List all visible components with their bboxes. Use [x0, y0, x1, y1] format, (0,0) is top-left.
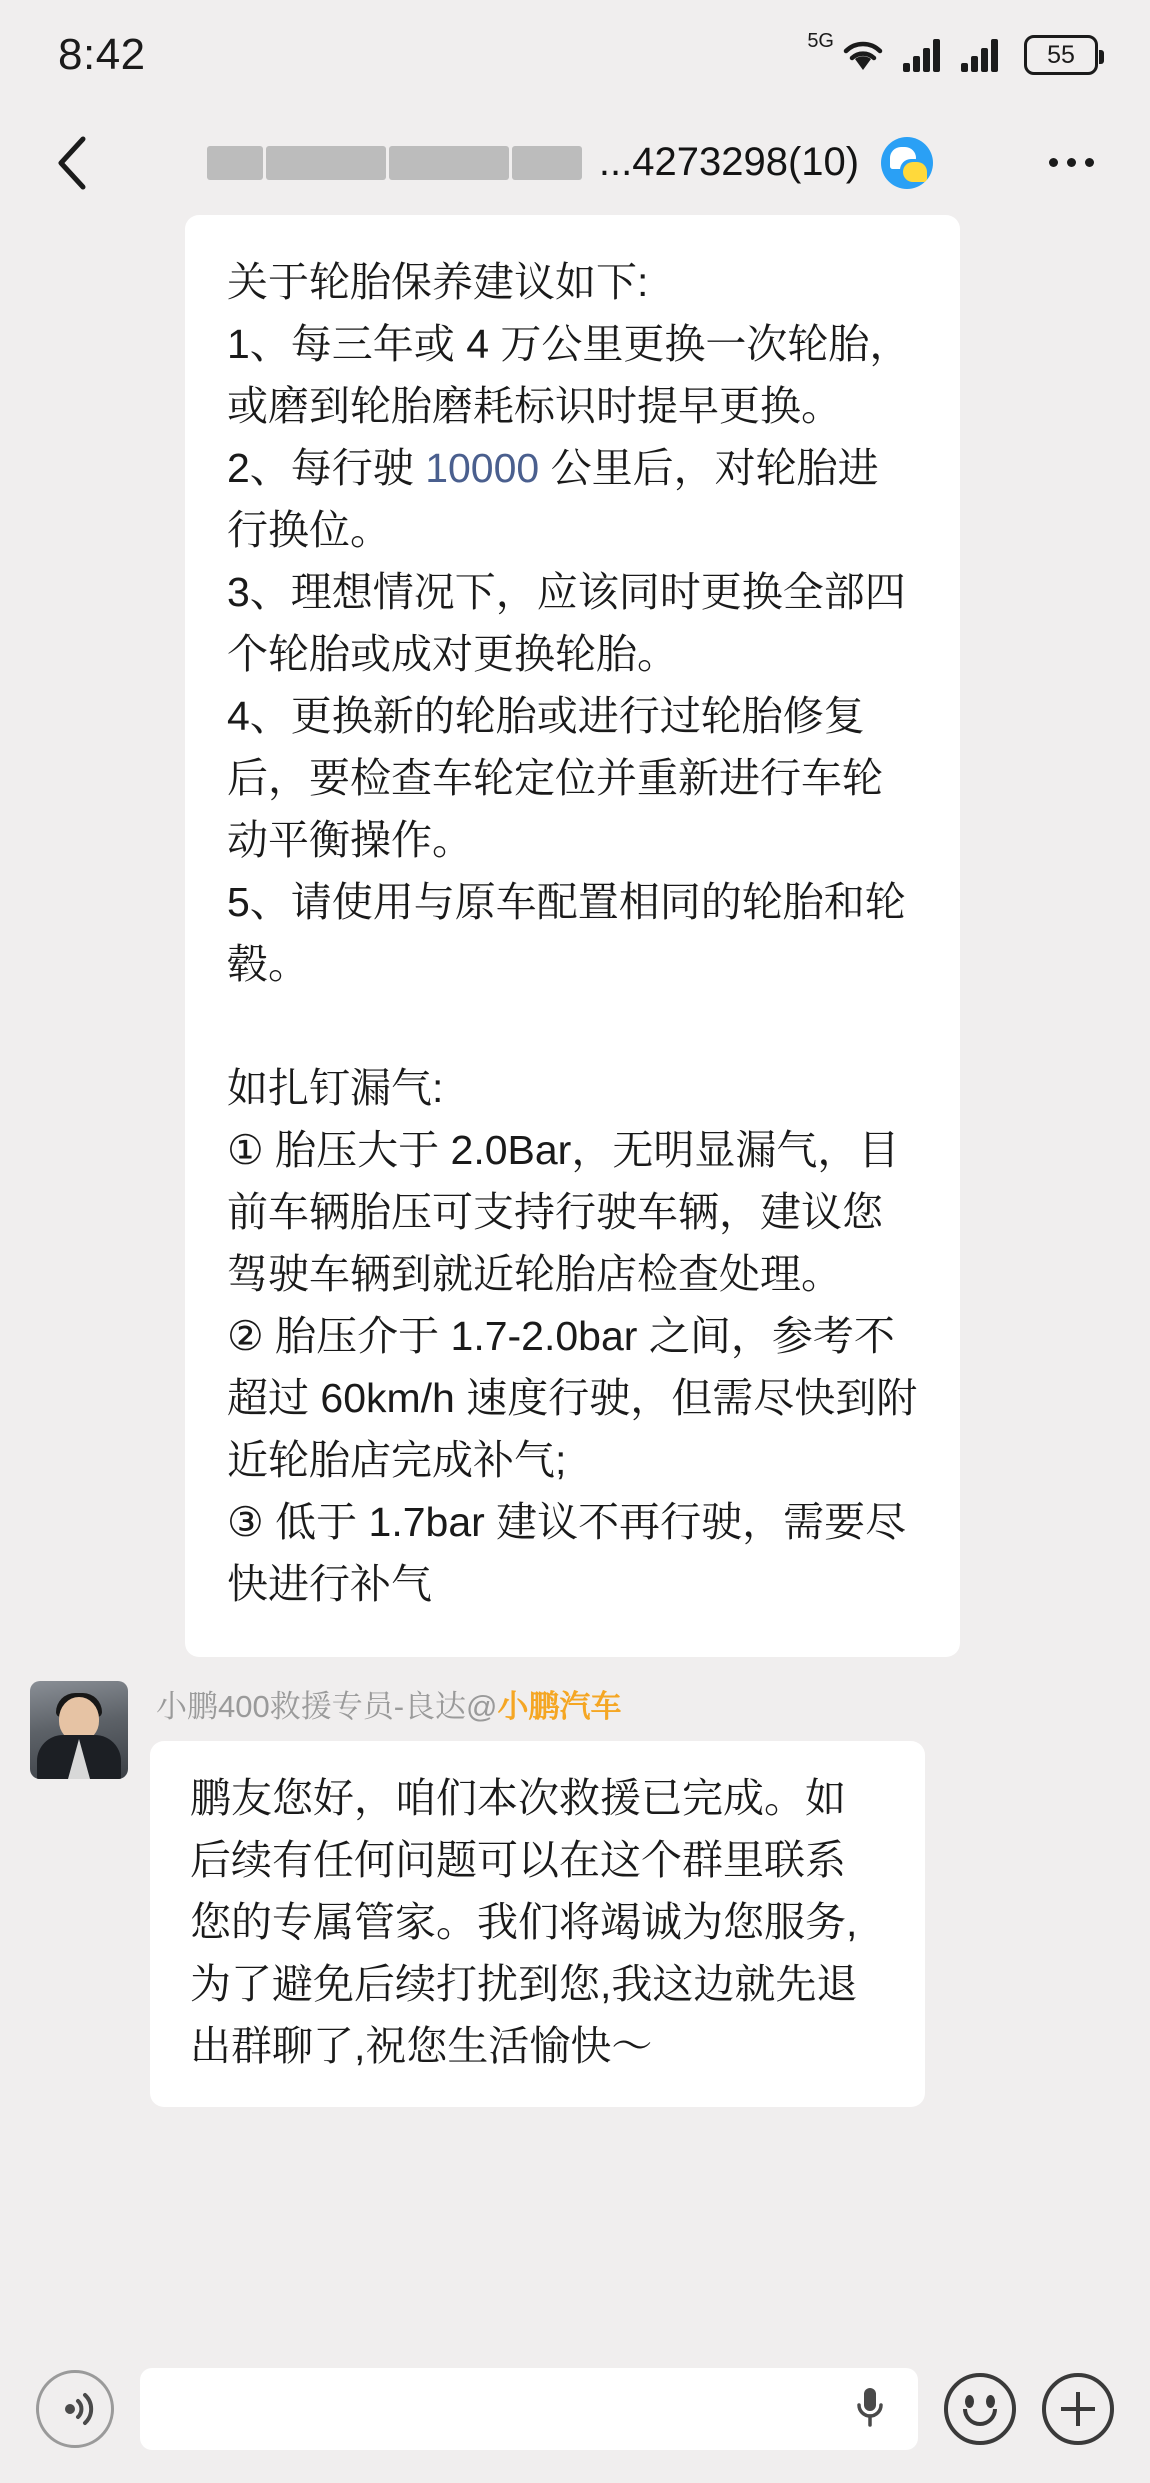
message-bubble-tire-advice[interactable] [185, 215, 960, 1657]
message-line: 如扎钉漏气: [227, 1065, 444, 1111]
battery-level: 55 [1047, 40, 1075, 69]
network-type-label: 5G [807, 29, 834, 52]
emoji-eye [986, 2395, 995, 2408]
signal-icon [902, 37, 944, 73]
message-line: ① 胎压大于 2.0Bar，无明显漏气，目前车辆胎压可支持行驶车辆，建议您驾驶车辆到就近轮胎店检查处理。 [227, 1127, 900, 1297]
message-column [150, 1681, 925, 2107]
emoji-button[interactable] [944, 2373, 1016, 2445]
more-options-button[interactable] [1036, 131, 1106, 195]
message-input[interactable] [140, 2368, 918, 2450]
chevron-left-icon [55, 135, 89, 191]
message-line: 5、请使用与原车配置相同的轮胎和轮毂。 [227, 879, 906, 987]
signal-icon-2 [960, 37, 1002, 73]
more-dot [1067, 158, 1076, 167]
add-button[interactable] [1042, 2373, 1114, 2445]
message-line: 4、更换新的轮胎或进行过轮胎修复后，要检查车轮定位并重新进行车轮动平衡操作。 [227, 693, 883, 863]
message-line: 关于轮胎保养建议如下: [227, 259, 649, 305]
status-time: 8:42 [58, 30, 146, 79]
group-chat-icon[interactable] [881, 137, 933, 189]
battery-icon [1024, 35, 1098, 75]
emoji-eye [965, 2395, 974, 2408]
voice-input-button[interactable] [36, 2370, 114, 2448]
highlighted-number: 10000 [425, 445, 540, 491]
message-line: 1、每三年或 4 万公里更换一次轮胎，或磨到轮胎磨耗标识时提早更换。 [227, 321, 911, 429]
message-line: ③ 低于 1.7bar 建议不再行驶，需要尽快进行补气 [227, 1499, 907, 1607]
title-bar [0, 110, 1150, 215]
chat-message-list[interactable] [0, 215, 1150, 2335]
message-row-rescue-complete [0, 1681, 1150, 2107]
redaction-block [389, 146, 509, 180]
redaction-block [512, 146, 582, 180]
back-button[interactable] [40, 131, 104, 195]
sender-name-text: 小鹏400救援专员-良达@ [156, 1689, 498, 1724]
sender-org-text: 小鹏汽车 [497, 1689, 622, 1724]
redaction-block [207, 146, 263, 180]
message-line: ② 胎压介于 1.7-2.0bar 之间，参考不超过 60km/h 速度行驶，但需尽快到附近轮胎店完成补气; [227, 1313, 918, 1483]
chat-title[interactable] [104, 137, 1036, 189]
chat-title-text: ...4273298(10) [598, 140, 860, 184]
chat-title-redacted [207, 146, 585, 180]
avatar[interactable] [30, 1681, 128, 1779]
status-icons [807, 29, 1098, 75]
message-line-with-number: 2、每行驶 10000 公里后，对轮胎进行换位。 [227, 445, 879, 553]
more-dot [1049, 158, 1058, 167]
message-text: 鹏友您好，咱们本次救援已完成。如后续有任何问题可以在这个群里联系您的专属管家。我们将竭诚为您服务,为了避免后续打扰到您,我这边就先退出群聊了,祝您生活愉快～ [190, 1775, 858, 2069]
emoji-mouth [963, 2409, 997, 2426]
more-dot [1085, 158, 1094, 167]
message-bubble-rescue-complete[interactable] [150, 1741, 925, 2107]
input-bar [0, 2335, 1150, 2483]
status-bar [0, 0, 1150, 110]
voice-input-icon [53, 2387, 97, 2431]
wifi-icon [840, 37, 886, 73]
microphone-icon[interactable] [852, 2383, 892, 2436]
redaction-block [266, 146, 386, 180]
message-text [227, 251, 918, 1615]
sender-name [156, 1687, 925, 1727]
message-line: 3、理想情况下，应该同时更换全部四个轮胎或成对更换轮胎。 [227, 569, 906, 677]
